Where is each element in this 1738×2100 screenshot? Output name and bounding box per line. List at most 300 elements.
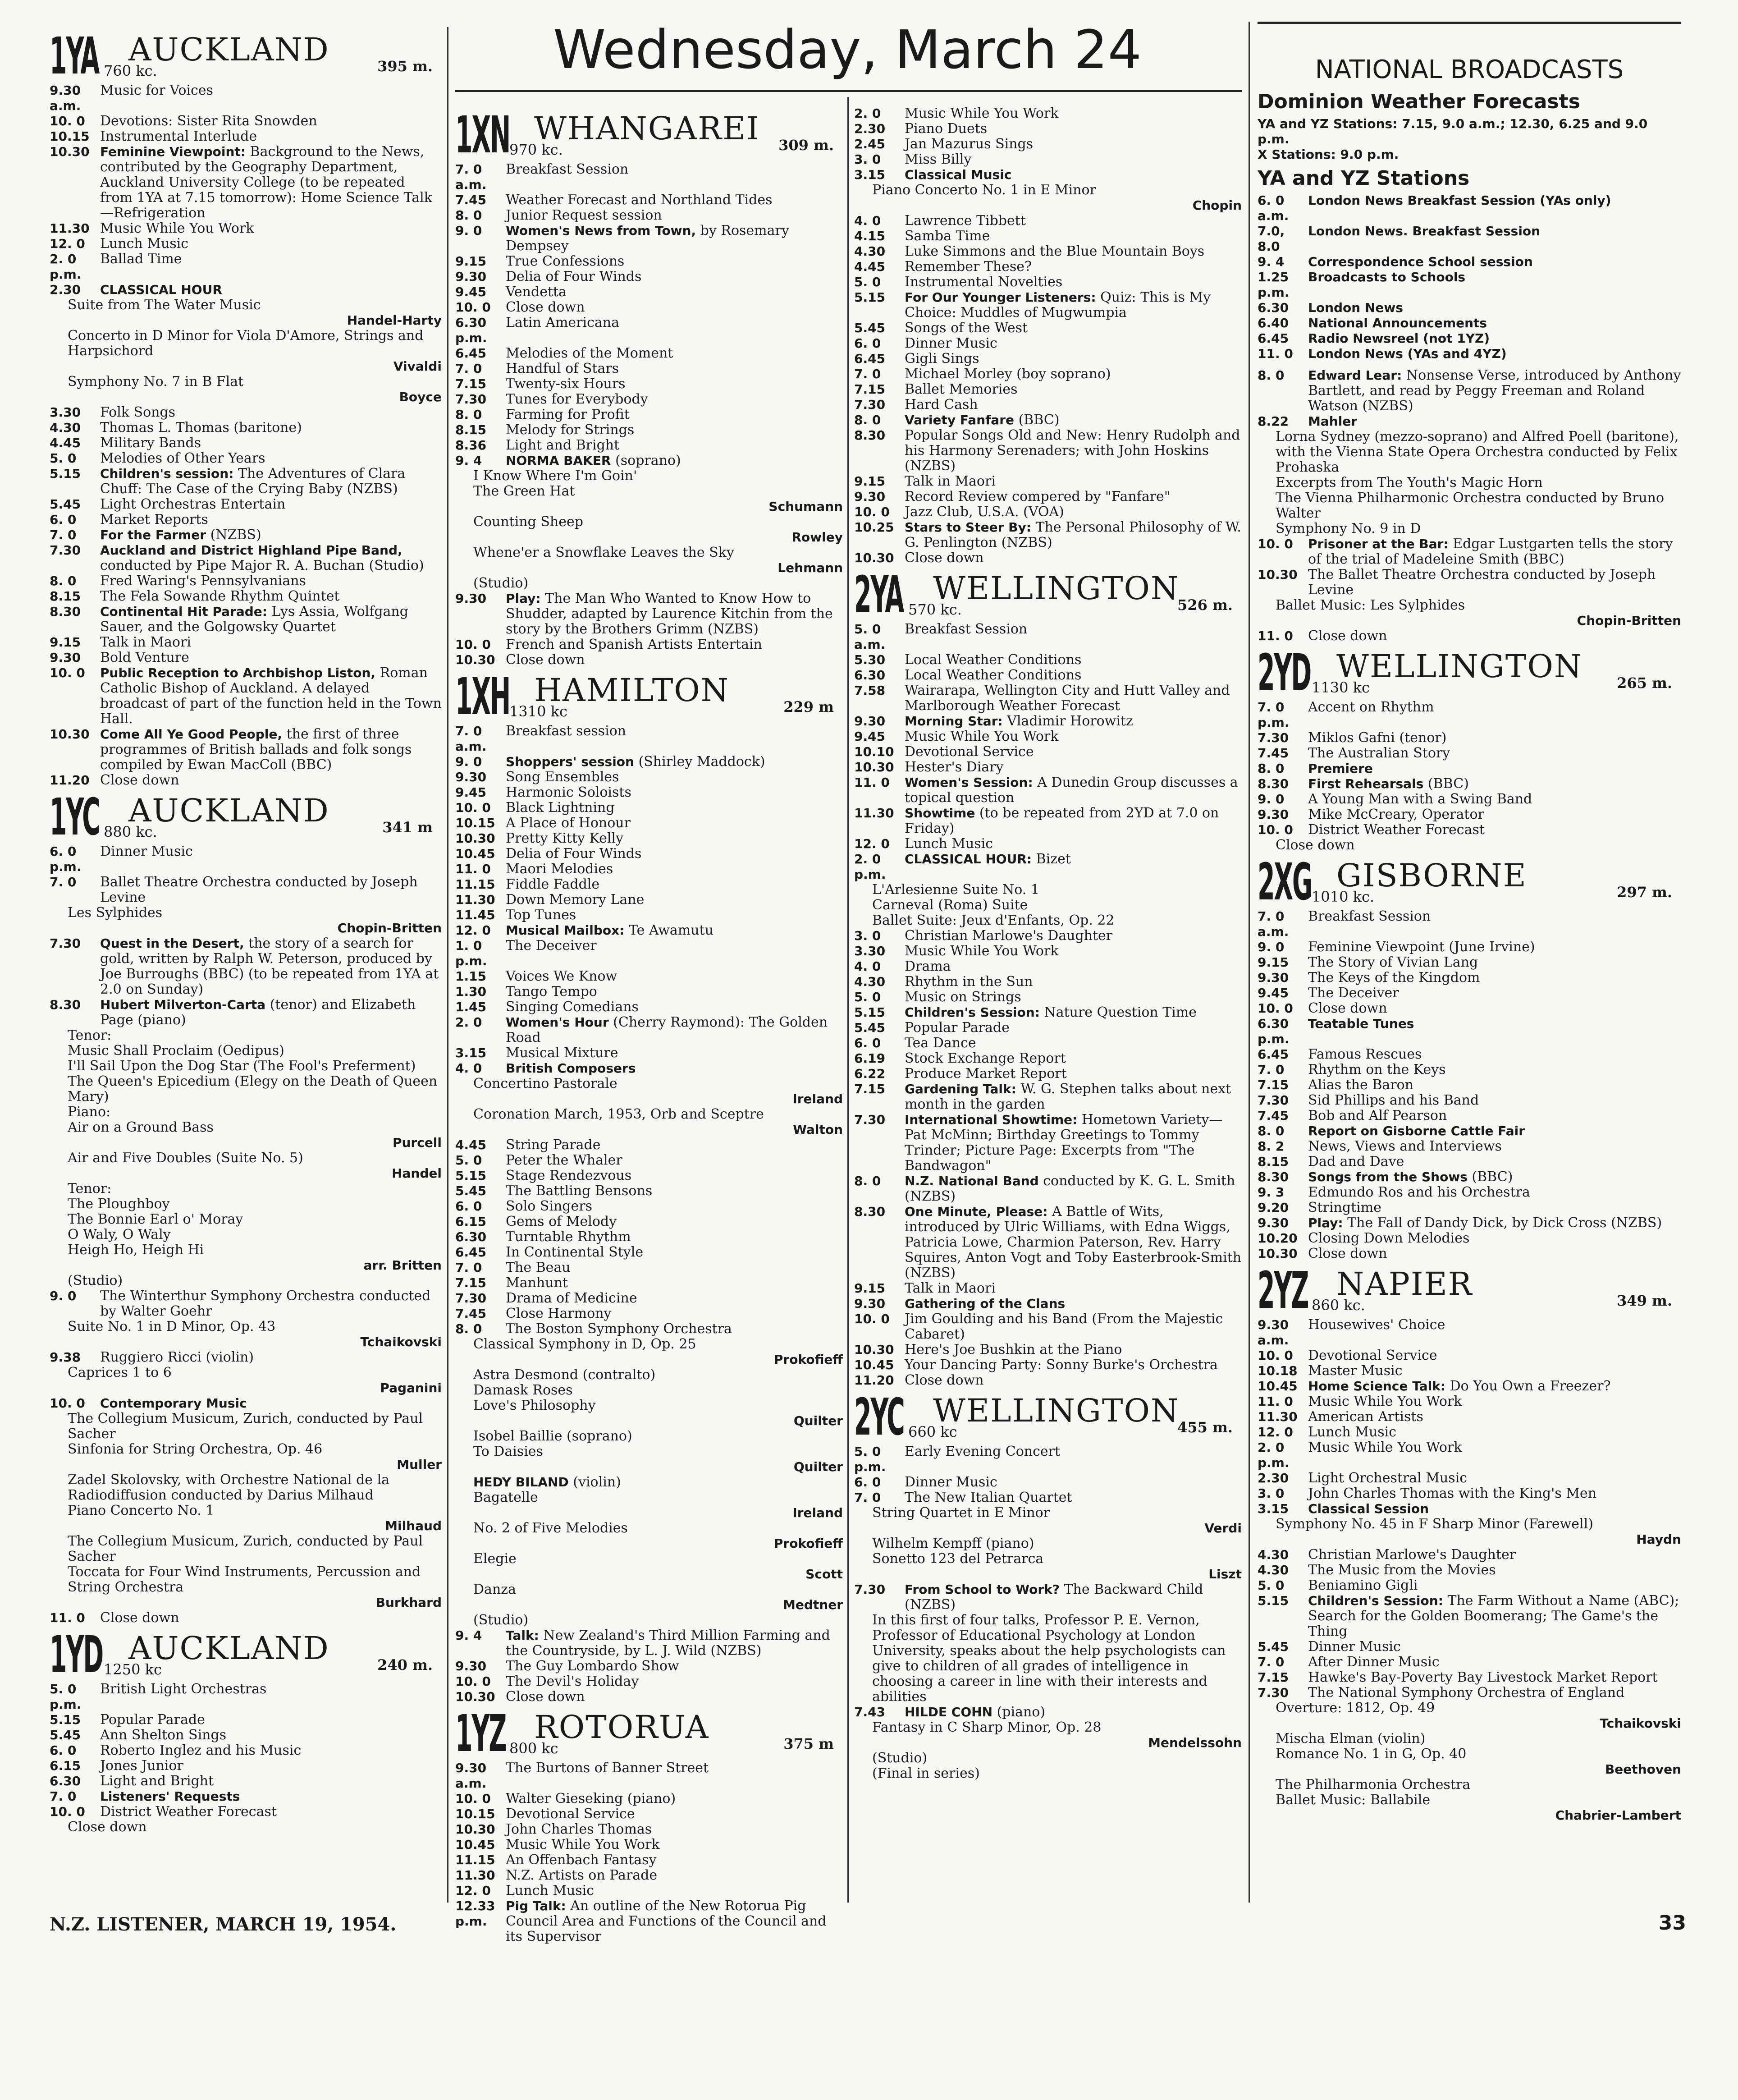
listing-description: Michael Morley (boy soprano) bbox=[905, 366, 1111, 382]
listing-time: 8.36 bbox=[455, 438, 487, 453]
listing-entry bbox=[854, 990, 1242, 1005]
listing-subitem bbox=[455, 1429, 843, 1444]
listing-subitem bbox=[50, 1243, 442, 1258]
listing-entry bbox=[50, 1712, 442, 1728]
listing-description: Isobel Baillie (soprano) bbox=[473, 1428, 632, 1444]
listing-text bbox=[1308, 940, 1681, 955]
listing-description: Les Sylphides bbox=[68, 905, 163, 921]
listing-text bbox=[905, 367, 1242, 382]
listing-entry bbox=[854, 259, 1242, 275]
listing-text bbox=[905, 959, 1242, 974]
listing-subitem bbox=[455, 1383, 843, 1398]
listing-description: Maori Melodies bbox=[506, 861, 613, 877]
listing-description: (Studio) bbox=[872, 1750, 928, 1766]
listing-description: Light Orchestras Entertain bbox=[100, 496, 286, 512]
listing-time: 5.15 bbox=[50, 1712, 81, 1727]
listing-description: Early Evening Concert bbox=[905, 1444, 1061, 1459]
listing-time: 9.30 bbox=[455, 1659, 487, 1674]
listing-description: L'Arlesienne Suite No. 1 bbox=[872, 882, 1039, 898]
listing-subitem bbox=[50, 1411, 442, 1442]
listing-description: Talk in Maori bbox=[905, 473, 996, 489]
listing-description: Close down bbox=[100, 1610, 179, 1626]
listing-text bbox=[905, 622, 1242, 652]
listing-description: Suite from The Water Music bbox=[68, 297, 261, 313]
listing-text bbox=[506, 315, 843, 346]
listing-description: (Final in series) bbox=[872, 1765, 980, 1781]
listing-text bbox=[905, 244, 1242, 259]
composer-credit: Prokofieff bbox=[773, 1536, 843, 1551]
listing-time: 2. 0 bbox=[455, 1015, 482, 1030]
listing-time: 7. 0 bbox=[1258, 1062, 1285, 1077]
listing-text bbox=[1308, 567, 1681, 598]
listing-description: Light and Bright bbox=[506, 437, 620, 453]
listing-text bbox=[905, 1036, 1242, 1051]
listing-entry bbox=[1258, 909, 1681, 940]
listing-entry bbox=[50, 527, 442, 543]
listing-entry bbox=[854, 474, 1242, 489]
listing-entry bbox=[854, 167, 1242, 183]
listing-text bbox=[100, 875, 442, 905]
station-header-body bbox=[509, 672, 843, 722]
listing-time: 10.45 bbox=[455, 1837, 495, 1852]
listing-description: Dinner Music bbox=[1308, 1639, 1401, 1655]
station-frequency: 1310 kc bbox=[509, 703, 567, 720]
listing-entry bbox=[854, 1066, 1242, 1082]
listing-time: 4.30 bbox=[1258, 1563, 1289, 1577]
listing-entry bbox=[1258, 1670, 1681, 1685]
listing-text bbox=[1308, 1062, 1681, 1078]
station-city: GISBORNE bbox=[1336, 857, 1527, 894]
listing-entry bbox=[854, 1582, 1242, 1613]
listing-time: 7. 0 a.m. bbox=[1258, 909, 1289, 939]
station-frequency: 800 kc bbox=[509, 1740, 558, 1757]
listing-entry bbox=[455, 162, 843, 193]
listing-time: 10. 0 bbox=[1258, 1001, 1293, 1016]
listing-text bbox=[506, 923, 843, 938]
listing-description: O Waly, O Waly bbox=[68, 1227, 171, 1243]
listing-text bbox=[905, 1066, 1242, 1082]
listing-entry bbox=[50, 221, 442, 236]
listing-time: 2.30 bbox=[1258, 1471, 1289, 1486]
listings-column-1 bbox=[50, 27, 442, 1907]
listing-text bbox=[1308, 1379, 1681, 1394]
composer-credit: Handel-Harty bbox=[347, 313, 442, 328]
listing-entry bbox=[455, 892, 843, 908]
listing-time: 8. 0 bbox=[854, 413, 881, 427]
listing-entry bbox=[854, 1281, 1242, 1296]
listing-time: 8.15 bbox=[455, 422, 487, 437]
listing-text bbox=[1308, 1016, 1681, 1047]
listing-entry bbox=[1258, 1139, 1681, 1154]
listing-description: Stringtime bbox=[1308, 1200, 1381, 1215]
listing-description: The Ballet Theatre Orchestra conducted by Joseph Levine bbox=[1308, 567, 1656, 598]
listing-time: 10.15 bbox=[455, 1807, 495, 1821]
listing-highlight: Home Science Talk: bbox=[1308, 1379, 1446, 1394]
station-header-body bbox=[908, 570, 1242, 620]
listing-time: 5. 0 bbox=[854, 275, 881, 289]
listing-highlight: Play: bbox=[506, 591, 541, 606]
composer-credit: Chopin-Britten bbox=[1577, 613, 1681, 628]
listing-time: 11.30 bbox=[455, 892, 495, 907]
listing-description: Music While You Work bbox=[1308, 1394, 1462, 1409]
listing-text bbox=[1308, 414, 1681, 429]
listing-subitem bbox=[854, 1536, 1242, 1551]
national-time: 6.40 bbox=[1258, 316, 1289, 330]
listing-text bbox=[1308, 1231, 1681, 1246]
listing-time: 10.45 bbox=[1258, 1379, 1298, 1394]
station-header-body bbox=[104, 32, 442, 81]
listing-subitem bbox=[1258, 475, 1681, 491]
listing-time: 11.45 bbox=[455, 908, 495, 922]
listing-description: No. 2 of Five Melodies bbox=[473, 1520, 628, 1536]
national-title: NATIONAL BROADCASTS bbox=[1315, 55, 1624, 84]
listing-time: 7.15 bbox=[1258, 1670, 1289, 1685]
station-wavelength: 229 m bbox=[783, 698, 834, 715]
listing-description: Light and Bright bbox=[100, 1773, 214, 1789]
listing-entry bbox=[1258, 567, 1681, 598]
listing-entry bbox=[1258, 1593, 1681, 1639]
listing-time: 2. 0 p.m. bbox=[50, 252, 82, 282]
listing-entry bbox=[854, 683, 1242, 714]
listing-text bbox=[100, 604, 442, 635]
listing-description: The Beau bbox=[506, 1260, 571, 1275]
listing-time: 9.30 bbox=[1258, 807, 1289, 822]
listing-description: Edmundo Ros and his Orchestra bbox=[1308, 1184, 1530, 1200]
listing-text bbox=[905, 1204, 1242, 1281]
listing-text bbox=[506, 877, 843, 892]
listing-time: 6. 0 bbox=[854, 1475, 881, 1490]
listing-description: Dad and Dave bbox=[1308, 1154, 1404, 1169]
listing-entry bbox=[1258, 970, 1681, 986]
listing-time: 5.45 bbox=[50, 497, 81, 512]
listing-time: 7.15 bbox=[455, 376, 487, 391]
listing-text bbox=[100, 665, 442, 727]
listing-text bbox=[506, 862, 843, 877]
listing-time: 10. 0 bbox=[455, 1674, 491, 1689]
listing-text bbox=[905, 474, 1242, 489]
listing-time: 10.30 bbox=[455, 831, 495, 846]
listing-entry bbox=[1258, 1016, 1681, 1047]
listing-text bbox=[100, 1743, 442, 1758]
listing-subitem bbox=[854, 1720, 1242, 1735]
listing-text bbox=[1308, 1685, 1681, 1701]
listing-description: Fiddle Faddle bbox=[506, 876, 600, 892]
listing-description: An outline of the New Rotorua Pig Council Area and Functions of the Council and its Supervisor bbox=[506, 1898, 827, 1944]
listing-entry bbox=[455, 591, 843, 637]
composer-credit: Ireland bbox=[792, 1091, 843, 1106]
listing-time: 8. 0 bbox=[1258, 1123, 1285, 1138]
listing-time: 7.15 bbox=[854, 1082, 886, 1096]
listing-text bbox=[100, 650, 442, 665]
listing-description: Instrumental Interlude bbox=[100, 128, 257, 144]
listing-text bbox=[1308, 822, 1681, 838]
listing-entry bbox=[1258, 1440, 1681, 1471]
listing-description: News, Views and Interviews bbox=[1308, 1138, 1502, 1154]
listing-description: A Young Man with a Swing Band bbox=[1308, 791, 1532, 807]
listing-entry bbox=[1258, 1047, 1681, 1062]
listing-description: Top Tunes bbox=[506, 907, 576, 923]
listing-time: 8.30 bbox=[50, 604, 81, 619]
listing-text bbox=[100, 252, 442, 282]
listing-time: 7.45 bbox=[1258, 746, 1289, 761]
listing-text bbox=[100, 1774, 442, 1789]
station-header bbox=[50, 788, 442, 847]
listing-text bbox=[506, 1674, 843, 1689]
listing-time: 6.30 bbox=[50, 1774, 81, 1788]
listing-time: 10. 0 bbox=[1258, 536, 1293, 551]
listing-entry bbox=[50, 589, 442, 604]
listing-description: Musical Mixture bbox=[506, 1045, 618, 1061]
listing-text bbox=[905, 1475, 1242, 1490]
listing-entry bbox=[1258, 1471, 1681, 1486]
listing-entry bbox=[50, 936, 442, 997]
listing-description: Hometown Variety—Pat McMinn; Birthday Greetings to Tommy Trinder; Picture Page: Excerpts from "The Bandwagon" bbox=[905, 1112, 1223, 1174]
listing-text bbox=[905, 275, 1242, 290]
listing-time: 7. 0 bbox=[1258, 1655, 1285, 1669]
listing-subitem bbox=[1258, 429, 1681, 475]
station-city: AUCKLAND bbox=[128, 31, 329, 68]
listing-entry bbox=[455, 361, 843, 376]
listing-text bbox=[905, 990, 1242, 1005]
listing-entry bbox=[455, 193, 843, 208]
listing-text bbox=[1308, 761, 1681, 776]
listing-description: (BBC) bbox=[1472, 1169, 1513, 1185]
national-text: London News bbox=[1308, 300, 1403, 315]
listing-subitem bbox=[50, 1273, 442, 1288]
listing-description: Ruggiero Ricci (violin) bbox=[100, 1349, 254, 1365]
listing-subitem bbox=[854, 913, 1242, 928]
listing-time: 7.15 bbox=[854, 382, 886, 397]
listing-text bbox=[1308, 1394, 1681, 1409]
national-entry bbox=[1258, 270, 1681, 300]
listing-entry bbox=[455, 770, 843, 785]
listing-entry bbox=[854, 1373, 1242, 1388]
national-broadcasts bbox=[1258, 54, 1681, 362]
listing-time: 8.30 bbox=[854, 1204, 886, 1219]
listing-text bbox=[506, 1199, 843, 1214]
listing-entry bbox=[50, 650, 442, 665]
listing-description: Your Dancing Party: Sonny Burke's Orchestra bbox=[905, 1357, 1218, 1373]
national-text: National Announcements bbox=[1308, 316, 1487, 330]
listing-entry bbox=[1258, 730, 1681, 746]
listing-text bbox=[506, 422, 843, 438]
listing-description: Jones Junior bbox=[100, 1758, 183, 1774]
listing-description: Local Weather Conditions bbox=[905, 652, 1082, 668]
listing-entry bbox=[1258, 1655, 1681, 1670]
listing-description: Devotional Service bbox=[1308, 1348, 1437, 1363]
listing-description: Rhythm on the Keys bbox=[1308, 1062, 1446, 1078]
listing-entry bbox=[50, 844, 442, 875]
listing-entry bbox=[50, 114, 442, 129]
listing-text bbox=[506, 300, 843, 315]
listing-subitem bbox=[455, 1582, 843, 1597]
listing-text bbox=[905, 336, 1242, 351]
listing-description: Piano: bbox=[68, 1104, 111, 1120]
listing-description: Popular Parade bbox=[905, 1020, 1010, 1036]
listing-subitem bbox=[1258, 1517, 1681, 1532]
station-frequency: 860 kc. bbox=[1312, 1297, 1365, 1314]
station-wavelength: 349 m. bbox=[1617, 1292, 1672, 1309]
listing-entry bbox=[854, 351, 1242, 367]
listing-text bbox=[100, 466, 442, 497]
listing-text bbox=[506, 1214, 843, 1229]
listing-description: Fred Waring's Pennsylvanians bbox=[100, 573, 306, 589]
listing-entry bbox=[50, 466, 442, 497]
title-rule bbox=[455, 90, 1242, 92]
station-header bbox=[1258, 853, 1681, 912]
listing-entry bbox=[1258, 1639, 1681, 1655]
listing-time: 9.20 bbox=[1258, 1200, 1289, 1215]
listing-description: N.Z. Artists on Parade bbox=[506, 1867, 658, 1883]
listing-time: 6.45 bbox=[455, 346, 487, 361]
listing-time: 10. 0 bbox=[455, 800, 491, 815]
listing-description: Sid Phillips and his Band bbox=[1308, 1092, 1479, 1108]
listing-text bbox=[506, 816, 843, 831]
listing-subitem bbox=[455, 1613, 843, 1628]
listing-time: 12.33 p.m. bbox=[455, 1898, 495, 1929]
national-entry bbox=[1258, 254, 1681, 270]
listing-text bbox=[506, 1689, 843, 1705]
listing-text bbox=[905, 1342, 1242, 1357]
listing-highlight: Variety Fanfare bbox=[905, 413, 1015, 427]
listing-description: The Fall of Dandy Dick, by Dick Cross (NZBS) bbox=[1347, 1215, 1662, 1231]
listing-description: John Charles Thomas with the King's Men bbox=[1308, 1486, 1597, 1501]
listing-entry bbox=[854, 714, 1242, 729]
listing-text bbox=[905, 1082, 1242, 1112]
composer-credit: Haydn bbox=[1636, 1532, 1681, 1547]
listing-text bbox=[506, 1183, 843, 1199]
listing-text bbox=[506, 724, 843, 754]
listing-time: 6.30 p.m. bbox=[1258, 1016, 1290, 1046]
listing-description: Vladimir Horowitz bbox=[1007, 713, 1133, 729]
listing-description: I Know Where I'm Goin' bbox=[473, 468, 637, 484]
station-header bbox=[854, 566, 1242, 624]
listing-entry bbox=[1258, 1246, 1681, 1261]
listing-text bbox=[1308, 986, 1681, 1001]
listing-text bbox=[100, 573, 442, 589]
listing-time: 7. 0 bbox=[50, 875, 77, 890]
listing-subitem bbox=[1258, 1747, 1681, 1762]
listing-time: 5.15 bbox=[854, 290, 886, 305]
listing-entry bbox=[455, 422, 843, 438]
listing-description: Wilhelm Kempff (piano) bbox=[872, 1536, 1034, 1551]
listing-entry bbox=[455, 208, 843, 223]
listing-time: 8. 0 bbox=[455, 407, 482, 422]
listing-description: Hawke's Bay-Poverty Bay Livestock Market Report bbox=[1308, 1669, 1658, 1685]
listing-description: In this first of four talks, Professor P. E. Vernon, Professor of Educational Psychology at London University, speaks about the help psychologists can give to children of all grades of intelligence in choosing a career in line with their interests and abilities bbox=[872, 1612, 1226, 1705]
listing-entry bbox=[455, 846, 843, 862]
listing-description: Music Shall Proclaim (Oedipus) bbox=[68, 1043, 284, 1059]
national-text: Radio Newsreel (not 1YZ) bbox=[1308, 331, 1490, 346]
listing-subitem bbox=[455, 545, 843, 560]
listing-time: 7. 0 bbox=[50, 1789, 77, 1804]
station-city: NAPIER bbox=[1336, 1266, 1473, 1302]
listing-description: Beniamino Gigli bbox=[1308, 1577, 1418, 1593]
listing-time: 10.30 bbox=[1258, 1246, 1298, 1261]
listing-entry bbox=[50, 997, 442, 1028]
listing-time: 9.30 bbox=[854, 1296, 886, 1311]
listing-subitem bbox=[50, 1503, 442, 1518]
listing-highlight: CLASSICAL HOUR bbox=[100, 282, 222, 297]
station-wavelength: 309 m. bbox=[778, 137, 834, 154]
listing-entry bbox=[50, 1350, 442, 1365]
listing-text bbox=[905, 744, 1242, 760]
listing-time: 9.45 bbox=[455, 785, 487, 800]
listing-text bbox=[1308, 1215, 1681, 1231]
listing-highlight: HEDY BILAND bbox=[473, 1475, 569, 1490]
listing-description: Close down bbox=[506, 299, 585, 315]
listing-text bbox=[1308, 1001, 1681, 1016]
listing-time: 11. 0 bbox=[50, 1610, 85, 1625]
listing-description: Market Reports bbox=[100, 512, 208, 527]
listing-description: Singing Comedians bbox=[506, 999, 639, 1015]
listing-text bbox=[905, 683, 1242, 714]
listing-description: Close down bbox=[905, 1372, 984, 1388]
listing-subitem bbox=[50, 1028, 442, 1043]
listing-time: 10.30 bbox=[854, 1342, 894, 1357]
listing-description: Samba Time bbox=[905, 228, 990, 244]
listing-time: 7.30 bbox=[854, 1582, 886, 1597]
listing-description: Mike McCreary, Operator bbox=[1308, 807, 1484, 822]
listing-description: Carneval (Roma) Suite bbox=[872, 897, 1028, 913]
listing-entry bbox=[455, 800, 843, 816]
listing-text bbox=[905, 213, 1242, 229]
listing-time: 11.20 bbox=[854, 1373, 894, 1388]
listing-entry bbox=[1258, 1685, 1681, 1701]
listing-time: 10. 0 bbox=[50, 1396, 85, 1411]
listing-description: Handful of Stars bbox=[506, 361, 619, 376]
listing-entry bbox=[455, 652, 843, 668]
listing-time: 9. 0 bbox=[455, 754, 482, 769]
listing-text bbox=[905, 714, 1242, 729]
listing-time: 4.30 bbox=[1258, 1547, 1289, 1562]
listing-description: Counting Sheep bbox=[473, 514, 583, 530]
listing-description: Devotional Service bbox=[506, 1806, 635, 1822]
listing-highlight: Children's session: bbox=[100, 466, 234, 481]
listing-entry bbox=[854, 229, 1242, 244]
listing-text bbox=[1308, 1471, 1681, 1486]
listing-entry bbox=[50, 83, 442, 114]
listing-text bbox=[905, 806, 1242, 836]
listing-time: 9.15 bbox=[50, 635, 81, 650]
listing-entry bbox=[854, 504, 1242, 520]
listing-entry bbox=[1258, 1348, 1681, 1363]
listing-description: (to be repeated from 2YD at 7.0 on Friday) bbox=[905, 805, 1219, 836]
listing-time: 3.15 bbox=[455, 1045, 487, 1060]
listing-text bbox=[905, 1444, 1242, 1475]
listing-time: 5. 0 bbox=[455, 1153, 482, 1168]
listing-description: (soprano) bbox=[615, 453, 681, 468]
listing-highlight: Classical Session bbox=[1308, 1501, 1429, 1516]
listing-highlight: Morning Star: bbox=[905, 714, 1003, 729]
listing-text bbox=[905, 852, 1242, 882]
listing-text bbox=[1308, 1047, 1681, 1062]
listing-description: Lawrence Tibbett bbox=[905, 213, 1026, 229]
station-wavelength: 455 m. bbox=[1177, 1419, 1233, 1436]
listing-entry bbox=[455, 407, 843, 422]
listing-subitem bbox=[455, 1337, 843, 1352]
listing-description: The Personal Philosophy of W. G. Penlington (NZBS) bbox=[905, 519, 1241, 550]
listing-time: 6. 0 bbox=[50, 512, 77, 527]
page-title: Wednesday, March 24 bbox=[553, 18, 1142, 81]
listing-time: 3.15 bbox=[1258, 1501, 1289, 1516]
listing-time: 12. 0 bbox=[1258, 1425, 1293, 1440]
listing-highlight: For Our Younger Listeners: bbox=[905, 290, 1096, 305]
listing-description: Turntable Rhythm bbox=[506, 1229, 631, 1245]
listing-entry bbox=[455, 1761, 843, 1791]
station-city: AUCKLAND bbox=[128, 792, 329, 829]
listing-text bbox=[1308, 1123, 1681, 1139]
